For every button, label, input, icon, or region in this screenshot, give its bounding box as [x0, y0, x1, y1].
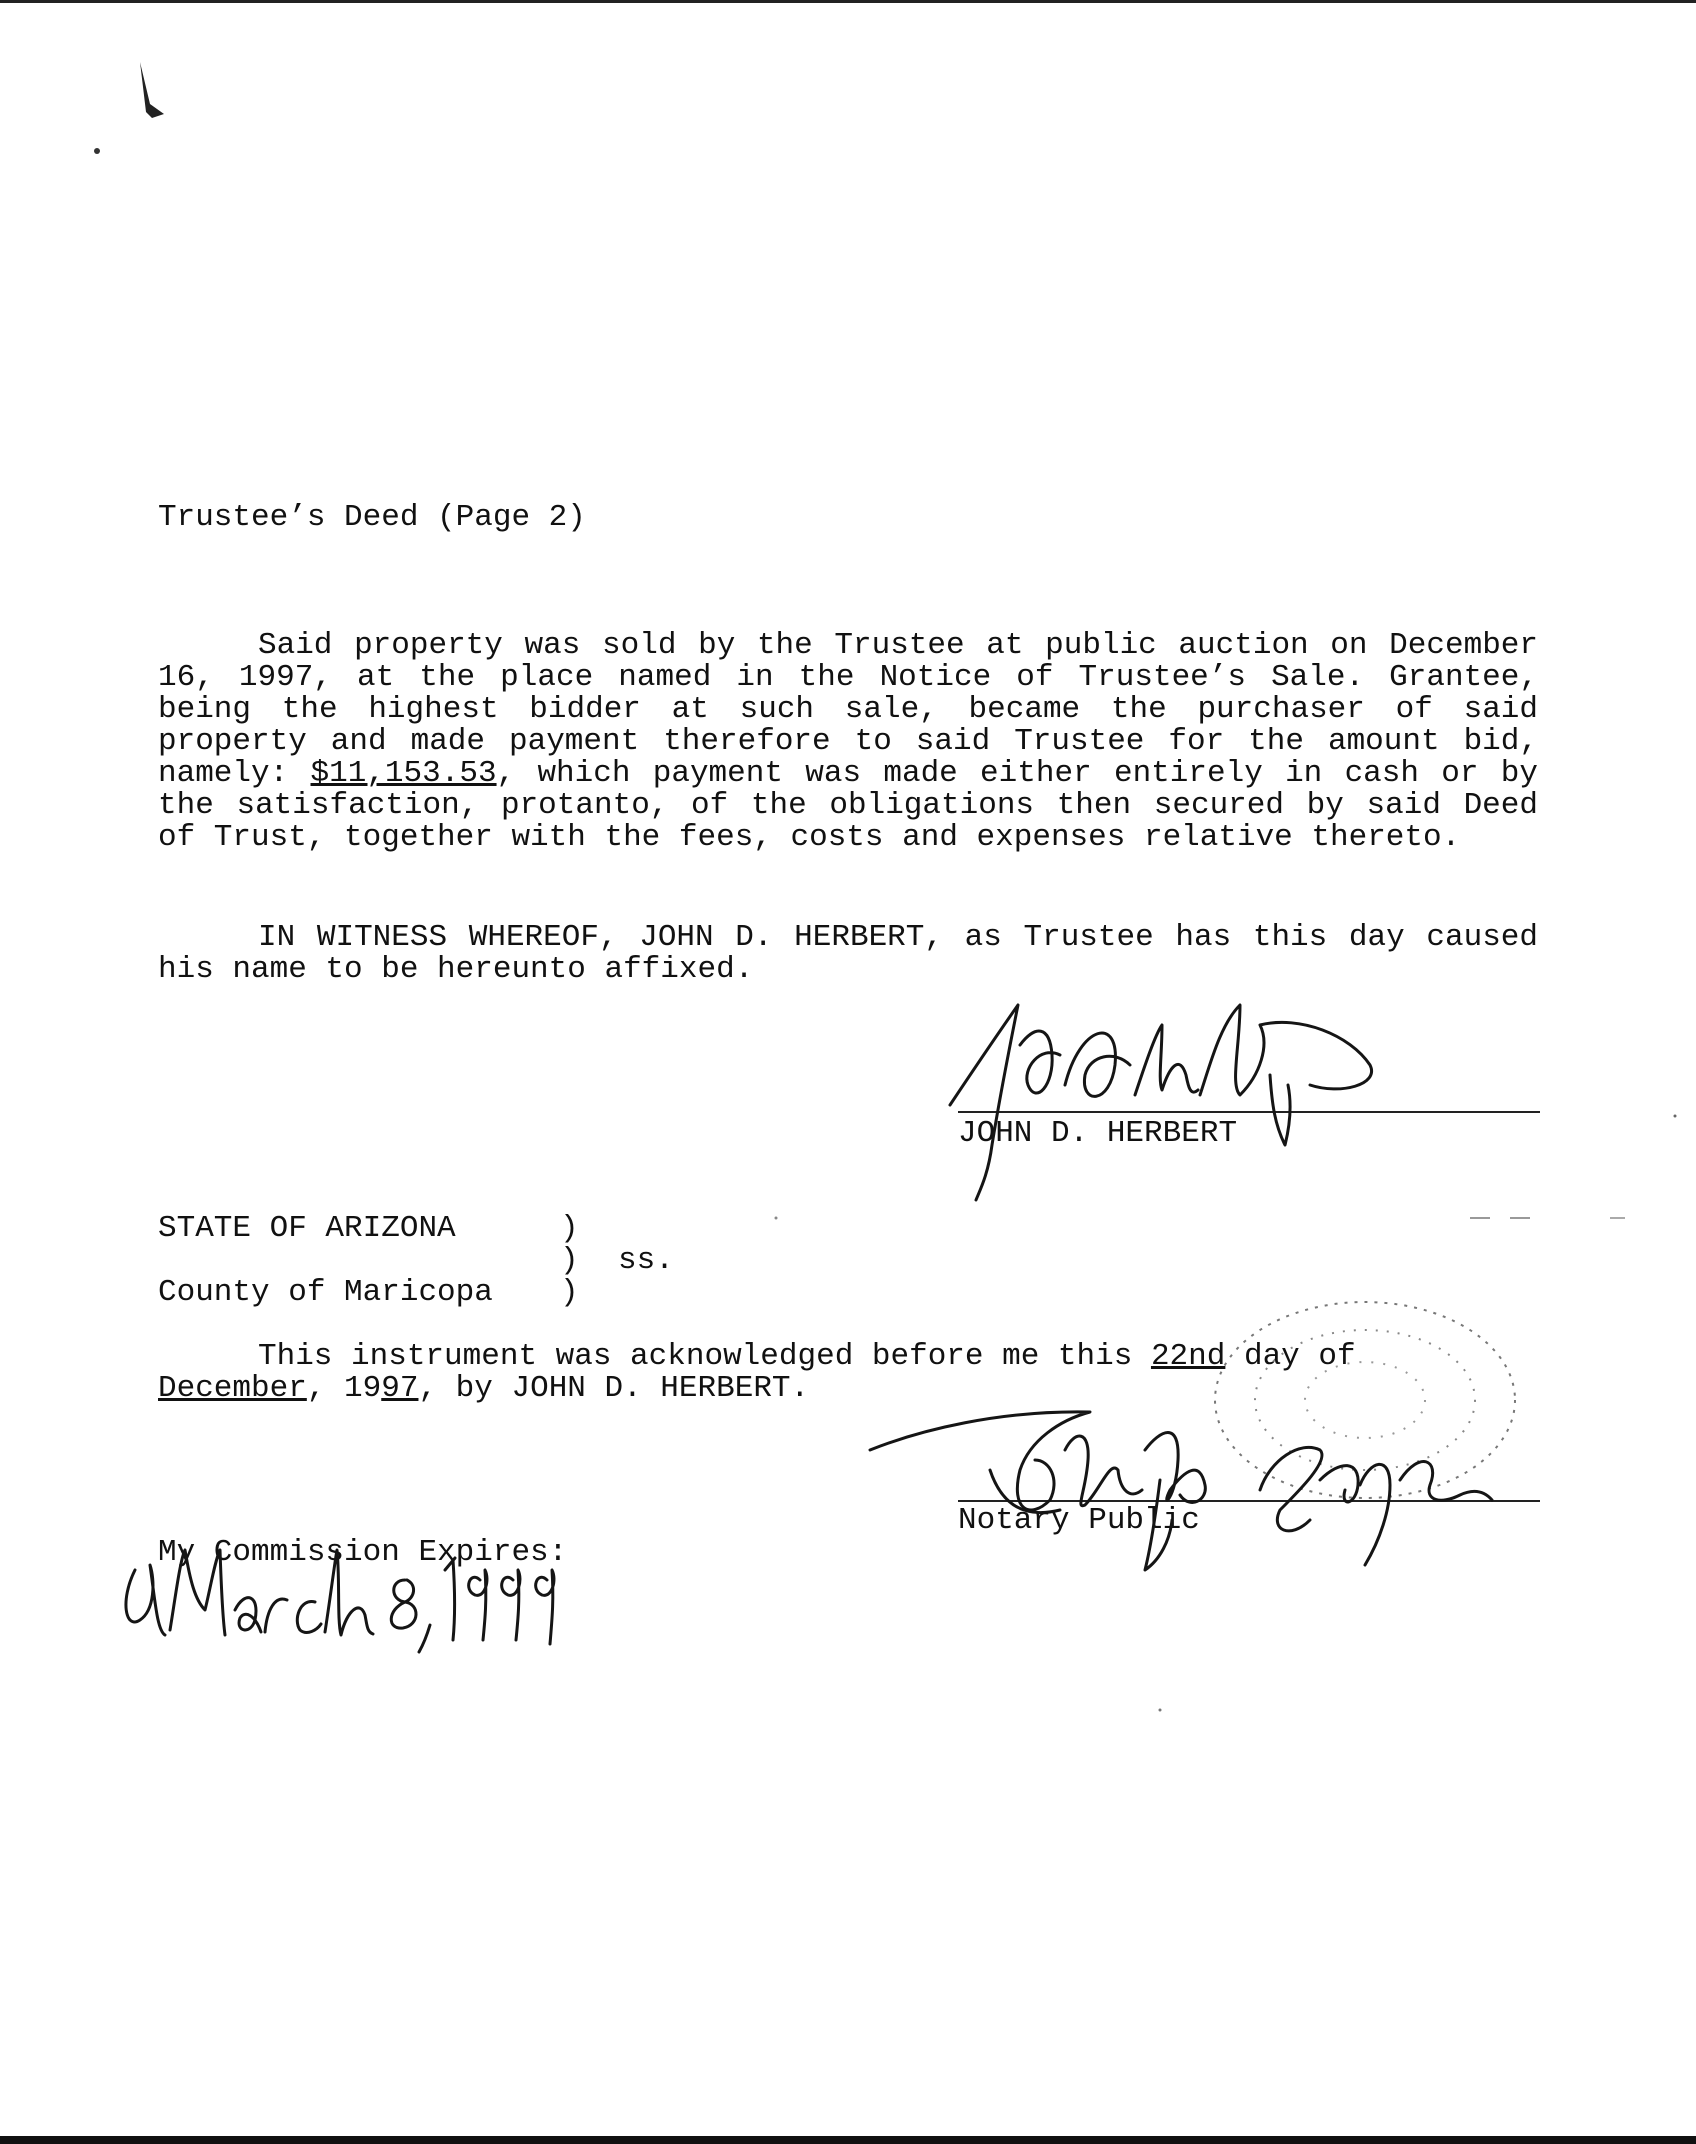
ack-month: December [158, 1371, 307, 1406]
sale-text-after-amount: , which payment was made either entirely in cash or by the satisfaction, protanto, of the obligations then secured by said Deed of Trust, together with the fees, costs and expenses relative thereto. [158, 756, 1538, 855]
commission-date-handwriting [115, 1540, 605, 1660]
ack-text-before-day: This instrument was acknowledged before me this [258, 1339, 1151, 1374]
sale-paragraph [158, 630, 1538, 854]
venue-county: County of Maricopa [158, 1275, 493, 1310]
sale-text-before-amount: Said property was sold by the Trustee at public auction on December 16, 1997, at the place named in the Notice of Trustee’s Sale. Grantee, being the highest bidder at such sale, became the purchaser of said property and made payment therefore to said Trustee for the amount bid, namely: [158, 628, 1538, 791]
trustee-signature-label: JOHN D. HERBERT [958, 1116, 1238, 1151]
ack-year-suffix: 97 [381, 1371, 419, 1406]
notary-signature [860, 1390, 1500, 1580]
venue-ss: ss. [618, 1243, 674, 1278]
notary-label: Notary Public [958, 1503, 1200, 1538]
venue-paren-3: ) [560, 1275, 579, 1310]
ack-text-after-day: day of [1225, 1339, 1356, 1374]
ack-year-prefix: , 19 [306, 1371, 382, 1406]
commission-date-text: March 8, 1999 [115, 1540, 123, 1541]
witness-paragraph: IN WITNESS WHEREOF, JOHN D. HERBERT, as Trustee has this day caused his name to be hereunto affixed. [158, 920, 1538, 987]
venue-state: STATE OF ARIZONA [158, 1211, 456, 1246]
acknowledgment-line-2 [158, 1373, 809, 1405]
sale-amount: $11,153.53 [310, 756, 497, 791]
trustee-signature [940, 985, 1380, 1205]
acknowledgment-line-1 [258, 1341, 1356, 1373]
ack-day: 22nd [1150, 1339, 1226, 1374]
venue-paren-1: ) [560, 1211, 579, 1246]
venue-paren-2: ) [560, 1243, 579, 1278]
document-heading: Trustee’s Deed (Page 2) [158, 500, 586, 535]
commission-label: My Commission Expires: [158, 1535, 568, 1570]
ack-text-end: , by JOHN D. HERBERT. [418, 1371, 810, 1406]
